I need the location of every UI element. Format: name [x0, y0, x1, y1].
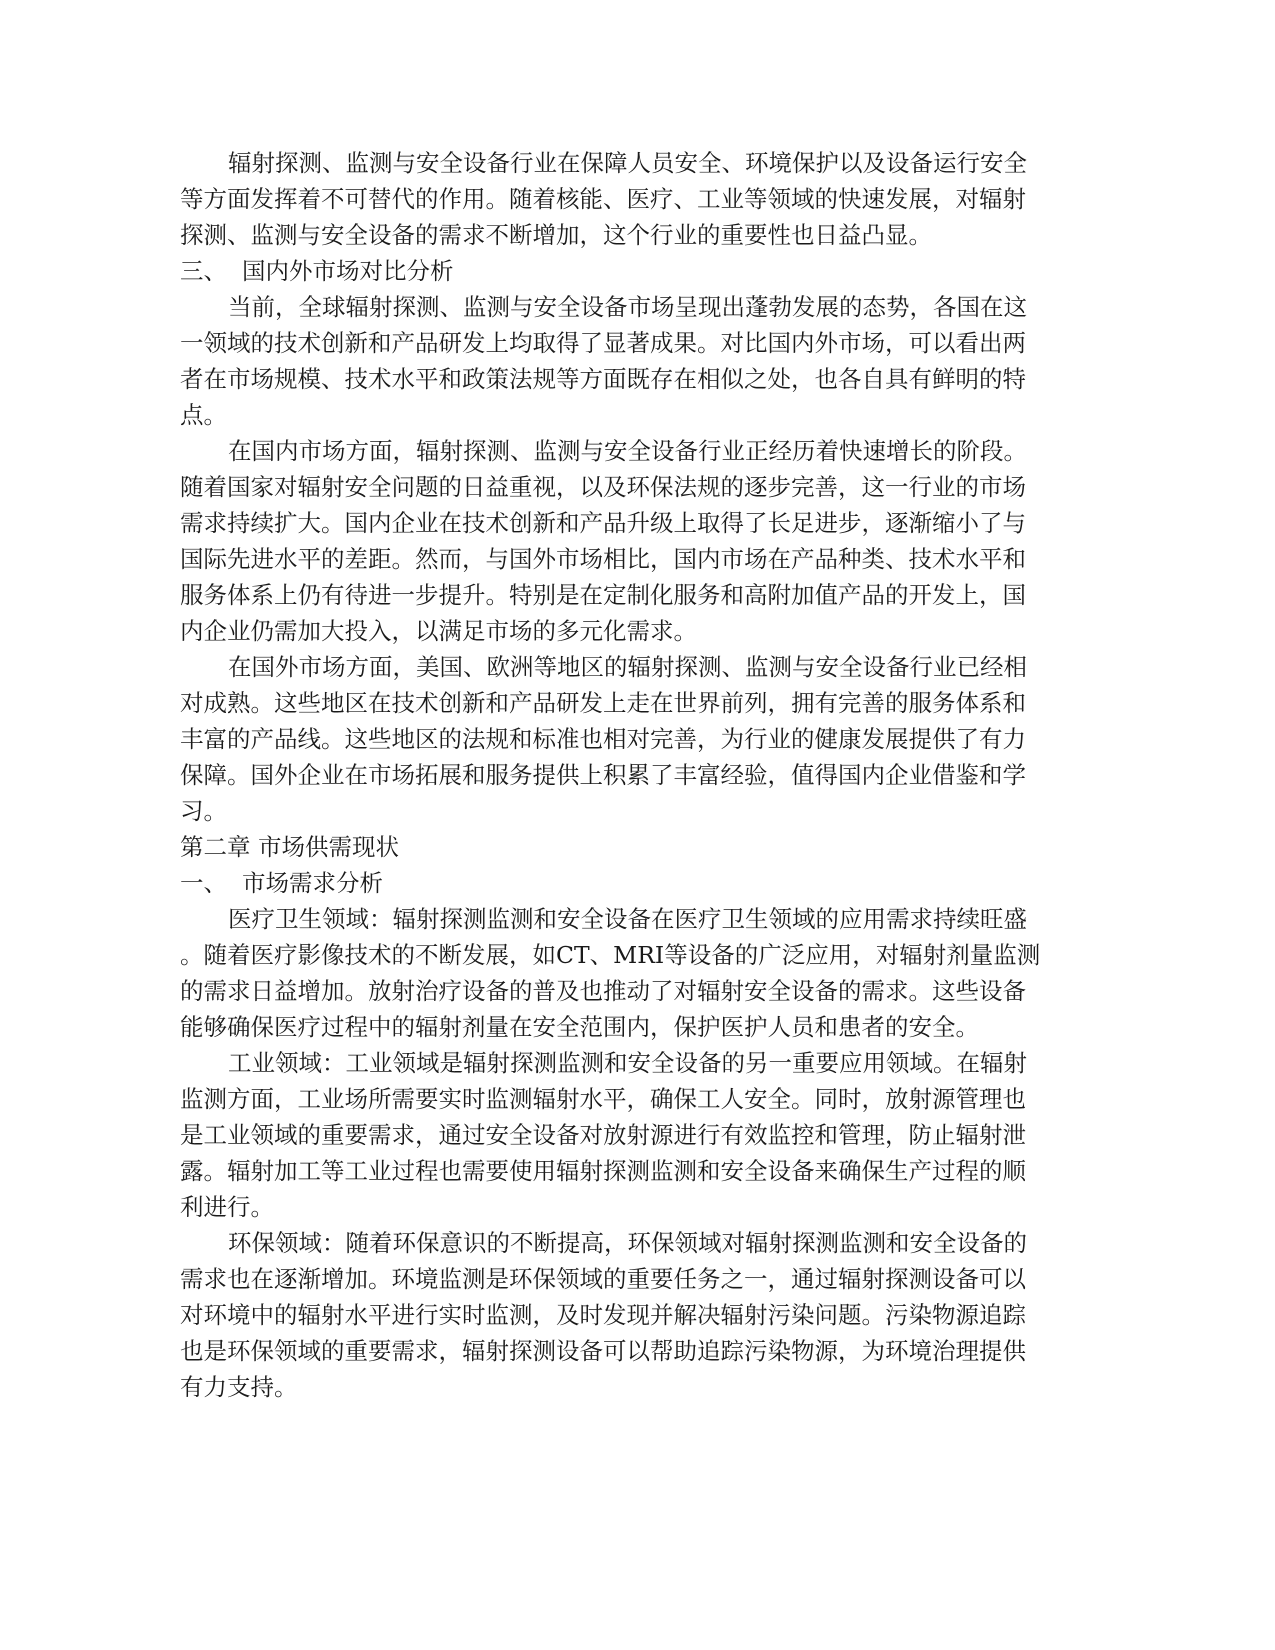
text-line: 医疗卫生领域：辐射探测监测和安全设备在医疗卫生领域的应用需求持续旺盛: [228, 905, 1027, 933]
text-line: 是工业领域的重要需求，通过安全设备对放射源进行有效监控和管理，防止辐射泄: [180, 1121, 1026, 1149]
text-line: 服务体系上仍有待进一步提升。特别是在定制化服务和高附加值产品的开发上，国: [180, 581, 1026, 609]
text-line: 在国内市场方面，辐射探测、监测与安全设备行业正经历着快速增长的阶段。: [228, 437, 1027, 465]
text-line: 能够确保医疗过程中的辐射剂量在安全范围内，保护医护人员和患者的安全。: [180, 1013, 979, 1041]
paragraph-global-market-overview: [180, 289, 1040, 433]
text-line: 等方面发挥着不可替代的作用。随着核能、医疗、工业等领域的快速发展，对辐射: [180, 185, 1026, 213]
document-page: [180, 145, 1040, 1405]
text-line: 工业领域：工业领域是辐射探测监测和安全设备的另一重要应用领域。在辐射: [228, 1049, 1027, 1077]
text-line: 习。: [180, 797, 227, 825]
paragraph-domestic-market: [180, 433, 1040, 649]
paragraph-foreign-market: [180, 649, 1040, 829]
paragraph-environmental-demand: [180, 1225, 1040, 1405]
text-line: 随着国家对辐射安全问题的日益重视，以及环保法规的逐步完善，这一行业的市场: [180, 473, 1026, 501]
text-line: 也是环保领域的重要需求，辐射探测设备可以帮助追踪污染物源，为环境治理提供: [180, 1337, 1026, 1365]
text-line: 探测、监测与安全设备的需求不断增加，这个行业的重要性也日益凸显。: [180, 221, 932, 249]
text-line: 的需求日益增加。放射治疗设备的普及也推动了对辐射安全设备的需求。这些设备: [180, 977, 1026, 1005]
text-line: 对成熟。这些地区在技术创新和产品研发上走在世界前列，拥有完善的服务体系和: [180, 689, 1026, 717]
text-line: 当前，全球辐射探测、监测与安全设备市场呈现出蓬勃发展的态势，各国在这: [228, 293, 1027, 321]
text-line: 监测方面，工业场所需要实时监测辐射水平，确保工人安全。同时，放射源管理也: [180, 1085, 1026, 1113]
text-line: 露。辐射加工等工业过程也需要使用辐射探测监测和安全设备来确保生产过程的顺: [180, 1157, 1026, 1185]
text-line: 国际先进水平的差距。然而，与国外市场相比，国内市场在产品种类、技术水平和: [180, 545, 1026, 573]
section-1-heading: 一、 市场需求分析: [180, 869, 383, 897]
text-line: 者在市场规模、技术水平和政策法规等方面既存在相似之处，也各自具有鲜明的特: [180, 365, 1026, 393]
paragraph-medical-demand: [180, 901, 1040, 1045]
text-line: 。随着医疗影像技术的不断发展，如CT、MRI等设备的广泛应用，对辐射剂量监测: [180, 941, 1041, 969]
text-line: 有力支持。: [180, 1373, 298, 1401]
text-line: 内企业仍需加大投入，以满足市场的多元化需求。: [180, 617, 697, 645]
text-line: 辐射探测、监测与安全设备行业在保障人员安全、环境保护以及设备运行安全: [228, 149, 1027, 177]
text-line: 点。: [180, 401, 227, 429]
text-line: 利进行。: [180, 1193, 274, 1221]
text-line: 环保领域：随着环保意识的不断提高，环保领域对辐射探测监测和安全设备的: [228, 1229, 1027, 1257]
text-line: 丰富的产品线。这些地区的法规和标准也相对完善，为行业的健康发展提供了有力: [180, 725, 1026, 753]
paragraph-industrial-demand: [180, 1045, 1040, 1225]
text-line: 需求持续扩大。国内企业在技术创新和产品升级上取得了长足进步，逐渐缩小了与: [180, 509, 1026, 537]
text-line: 在国外市场方面，美国、欧洲等地区的辐射探测、监测与安全设备行业已经相: [228, 653, 1027, 681]
text-line: 保障。国外企业在市场拓展和服务提供上积累了丰富经验，值得国内企业借鉴和学: [180, 761, 1026, 789]
section-3-heading: 三、 国内外市场对比分析: [180, 257, 454, 285]
text-line: 对环境中的辐射水平进行实时监测，及时发现并解决辐射污染问题。污染物源追踪: [180, 1301, 1026, 1329]
text-line: 需求也在逐渐增加。环境监测是环保领域的重要任务之一，通过辐射探测设备可以: [180, 1265, 1026, 1293]
paragraph-intro-importance: [180, 145, 1040, 253]
chapter-2-heading: 第二章 市场供需现状: [180, 833, 399, 861]
text-line: 一领域的技术创新和产品研发上均取得了显著成果。对比国内外市场，可以看出两: [180, 329, 1026, 357]
